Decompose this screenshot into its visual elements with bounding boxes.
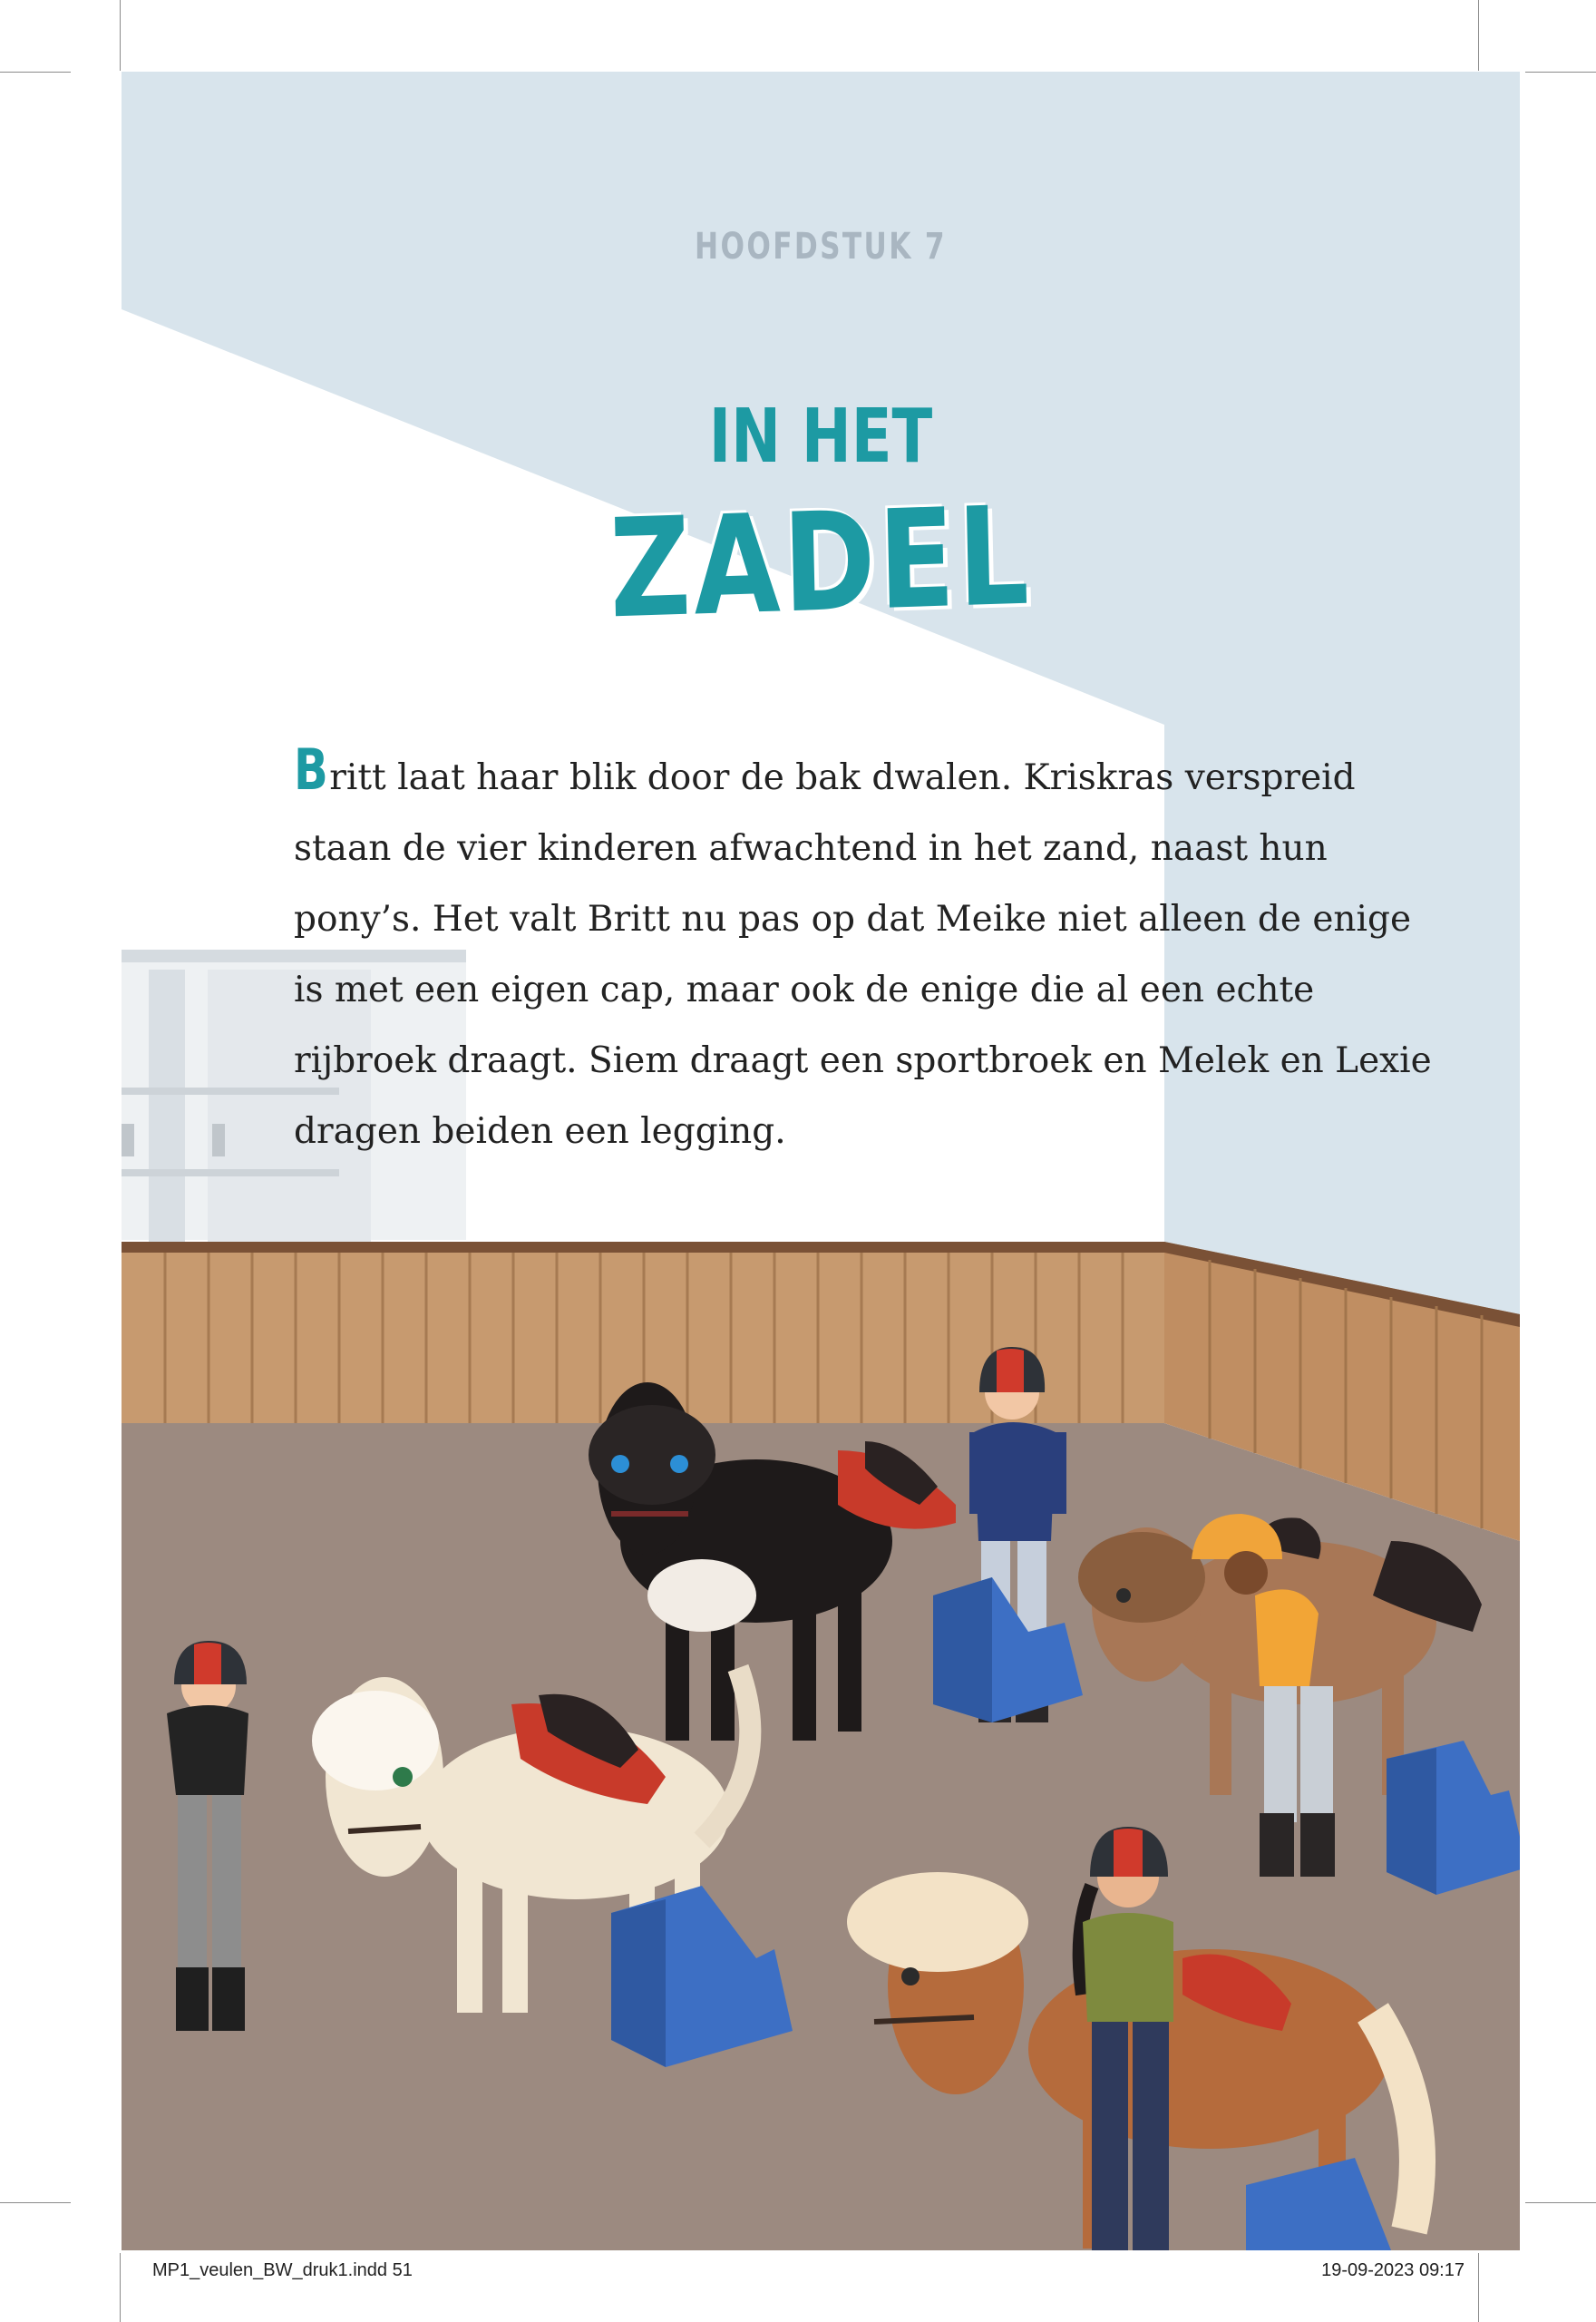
body-paragraph [294, 737, 1436, 1167]
chapter-title-line1: IN HET [708, 394, 933, 480]
footer-file-info: MP1_veulen_BW_druk1.indd 51 [152, 2260, 413, 2280]
chapter-title-line2: ZADEL [608, 477, 1034, 649]
crop-mark [1525, 72, 1596, 73]
crop-mark [1478, 0, 1479, 71]
crop-mark [0, 2202, 71, 2203]
chapter-label: HOOFDSTUK 7 [695, 226, 947, 268]
crop-mark [1478, 2253, 1479, 2322]
crop-mark [120, 0, 121, 71]
crop-mark [120, 2253, 121, 2322]
footer-timestamp: 19-09-2023 09:17 [1321, 2260, 1465, 2280]
crop-mark [1525, 2202, 1596, 2203]
book-page [122, 72, 1520, 2250]
drop-cap: B [294, 737, 328, 803]
crop-mark [0, 72, 71, 73]
body-text: ritt laat haar blik door de bak dwalen. Kriskras verspreid staan de vier kinderen afwachtend in het zand, naast hun pony’s. Het valt Britt nu pas op dat Meike niet alleen de enige is met een eigen cap, maar ook de enige die al een echte rijbroek draagt. Siem draagt een sportbroek en Melek en Lexie dragen beiden een legging. [294, 757, 1432, 1152]
